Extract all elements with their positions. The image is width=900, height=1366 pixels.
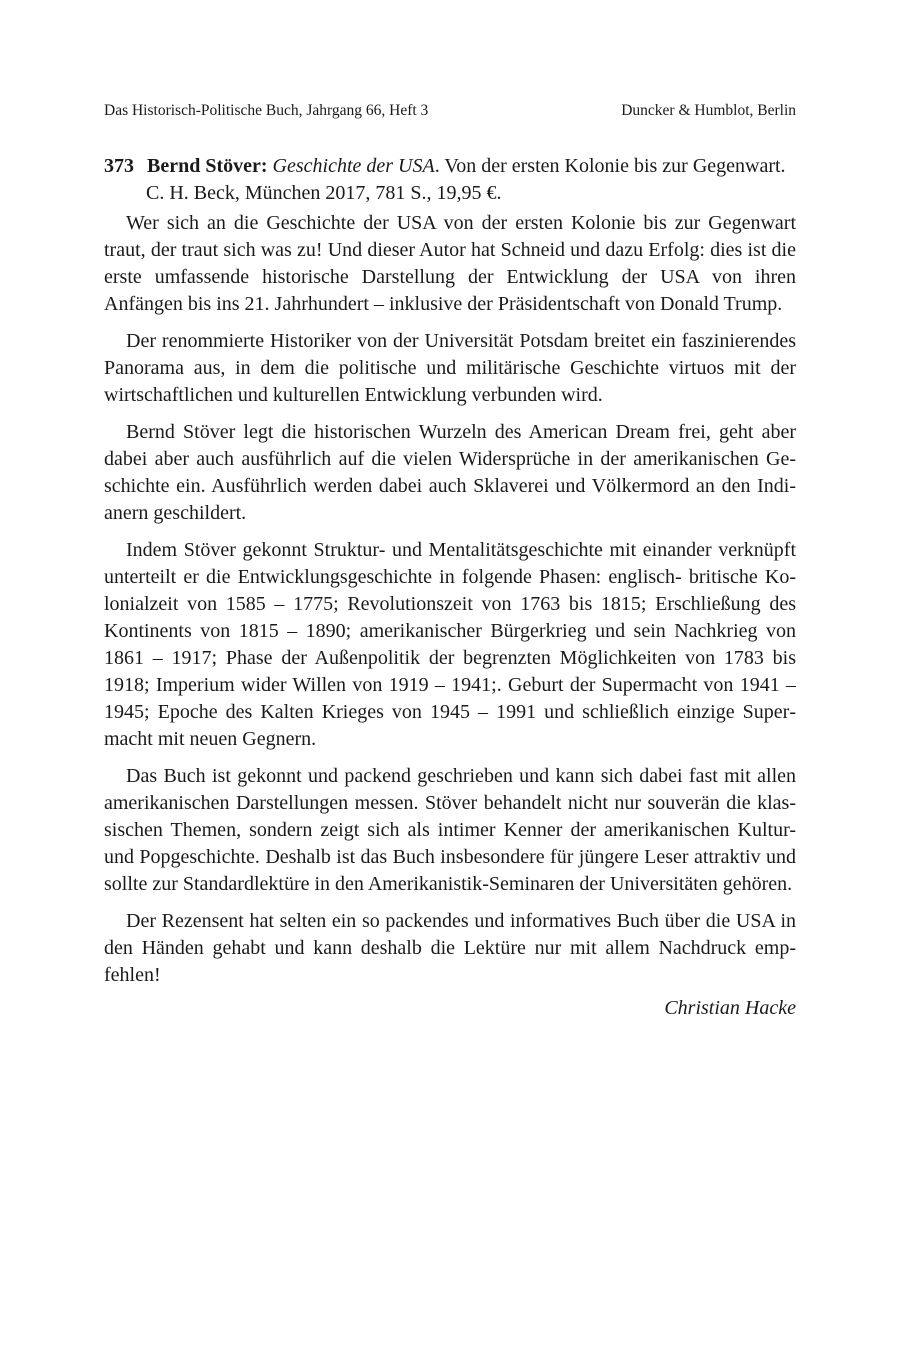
publisher-name: Duncker & Humblot, Berlin xyxy=(621,102,796,119)
journal-title: Das Historisch-Politische Buch, Jahrgang 66, Heft 3 xyxy=(104,102,429,119)
reviewer-signature: Christian Hacke xyxy=(664,997,796,1019)
title-punctuation: . xyxy=(434,155,440,177)
paragraph: Das Buch ist gekonnt und packend geschrieben und kann sich dabei fast mit allen amerikanischen Darstellungen messen. Stöver behandelt nicht nur souverän die klassischen Themen, sondern zeigt sich als intimer Kenner der amerikanischen Kultur- und Popgeschichte. Deshalb ist das Buch insbesondere für jüngere Leser attraktiv und sollte zur Standardlektüre in den Amerikanistik-Seminaren der Universitäten gehören. xyxy=(104,765,796,895)
paragraph: Indem Stöver gekonnt Struktur- und Mentalitätsgeschichte mit einander verknüpft unterteilt er die Entwicklungsgeschichte in folgende Phasen: englisch- britische Kolonialzeit von 1585 – 1775; Revolutionszeit von 1763 bis 1815; Erschließung des Kontinents von 1815 – 1890; amerikanischer Bürgerkrieg und sein Nachkrieg von 1861 – 1917; Phase der Außenpolitik der begrenzten Möglichkeiten von 1783 bis 1918; Imperium wider Willen von 1919 – 1941;. Geburt der Supermacht von 1941 – 1945; Epoche des Kalten Krieges von 1945 – 1991 und schließlich einzige Supermacht mit neuen Gegnern. xyxy=(104,539,796,750)
heading-line-1 xyxy=(104,153,796,180)
review-entry-heading xyxy=(104,153,796,207)
publication-info: C. H. Beck, München 2017, 781 S., 19,95 €. xyxy=(146,182,502,204)
review-body xyxy=(104,210,796,1022)
entry-number: 373 xyxy=(104,155,134,177)
paragraph: Wer sich an die Geschichte der USA von der ersten Kolonie bis zur Gegenwart traut, der traut sich was zu! Und dieser Autor hat Schneid und dazu Erfolg: dies ist die erste umfassende historische Darstellung der Entwicklung der USA von ihren Anfängen bis ins 21. Jahrhundert – inklusive der Präsidentschaft von Donald Trump. xyxy=(104,212,796,315)
book-subtitle: Von der ersten Kolonie bis zur Gegenwart. xyxy=(444,155,786,177)
book-author: Bernd Stöver: xyxy=(147,155,268,177)
paragraph: Der renommierte Historiker von der Universität Potsdam breitet ein faszinierendes Panorama aus, in dem die politische und militärische Geschichte virtuos mit der wirtschaftlichen und kulturellen Entwicklung verbunden wird. xyxy=(104,330,796,406)
book-title: Geschichte der USA xyxy=(272,155,435,177)
paragraph: Der Rezensent hat selten ein so packendes und informatives Buch über die USA in den Händen gehabt und kann deshalb die Lektüre nur mit allem Nachdruck empfehlen! xyxy=(104,910,796,986)
paragraph: Bernd Stöver legt die historischen Wurzeln des American Dream frei, geht aber dabei aber auch ausführlich auf die vielen Widersprüche in der amerikanischen Geschichte ein. Ausführlich werden dabei auch Sklaverei und Völkermord an den Indianern geschildert. xyxy=(104,421,796,524)
running-header xyxy=(104,101,796,121)
